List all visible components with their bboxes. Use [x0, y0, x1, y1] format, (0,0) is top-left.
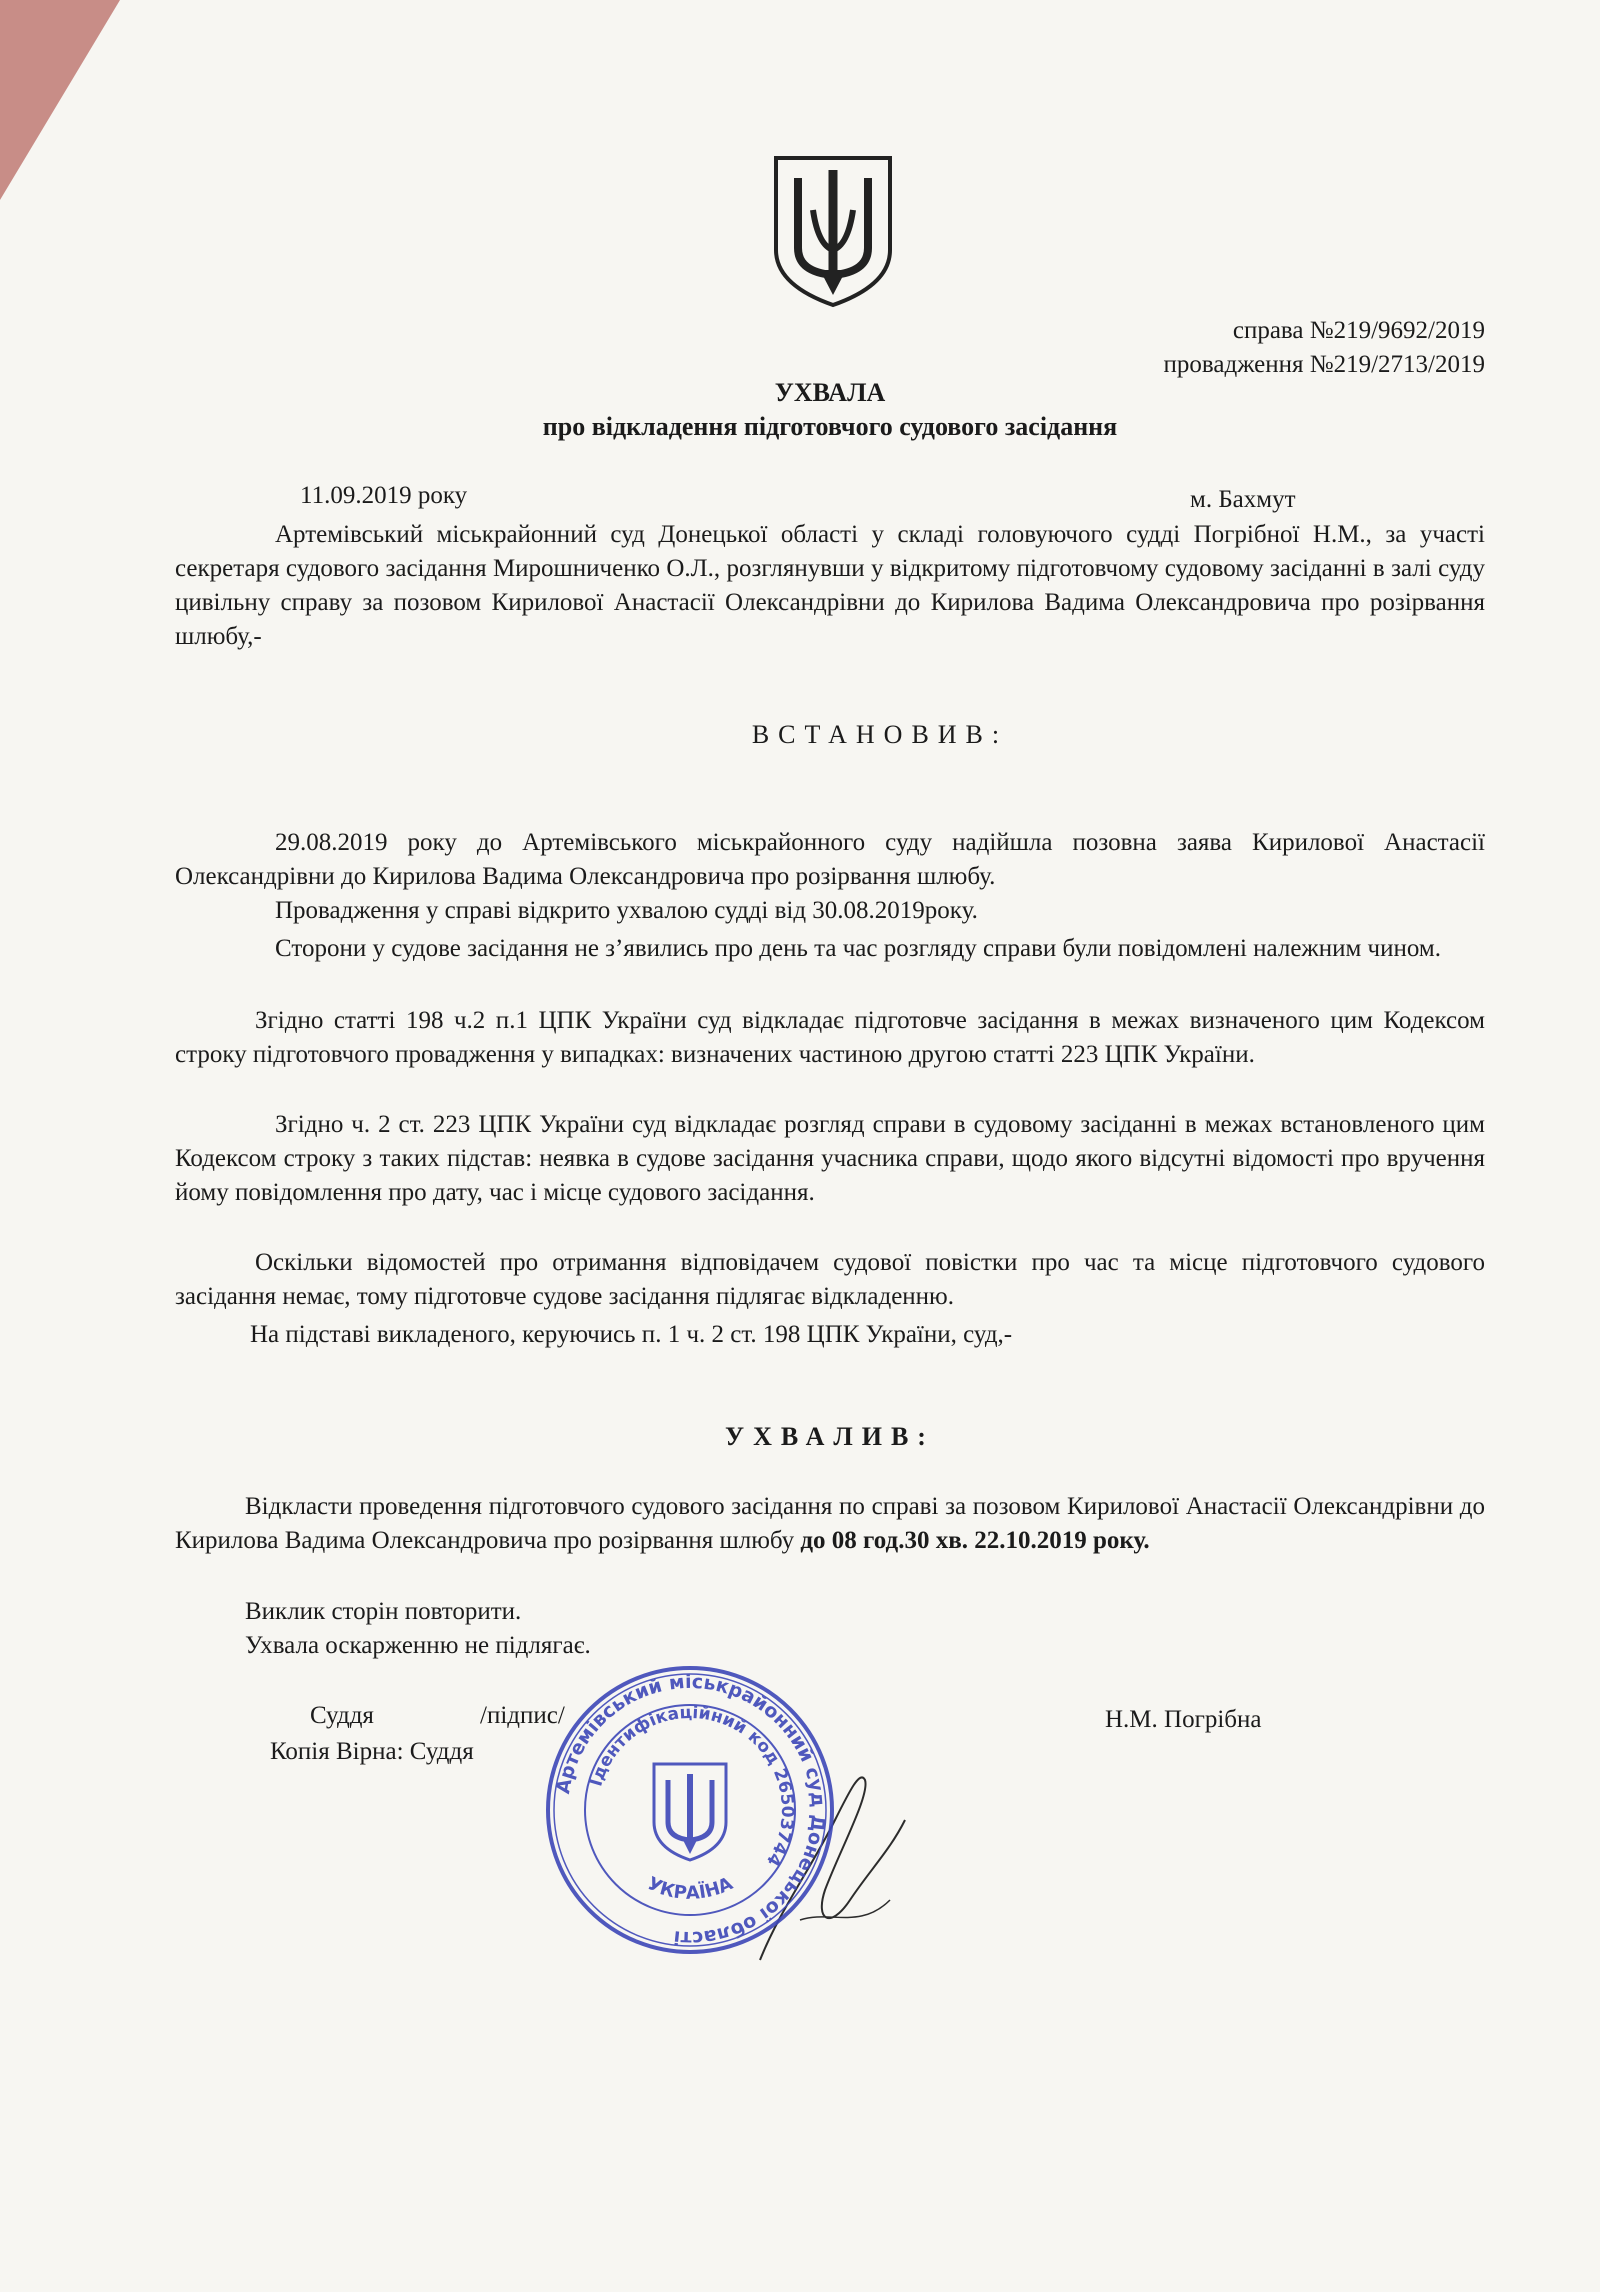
document-city: м. Бахмут — [1190, 486, 1296, 513]
signed-mark: /підпис/ — [480, 1702, 565, 1729]
established-paragraph-6: Оскільки відомостей про отримання відповідачем судової повістки про час та місце підготовчого судового засідання немає, тому підготовче судове засідання підлягає відкладенню. — [175, 1249, 1485, 1310]
proceeding-number: провадження №219/2713/2019 — [1163, 351, 1485, 378]
svg-text:Ідентифікаційний код 26503744: Ідентифікаційний код 26503744 — [586, 1702, 798, 1870]
decision-date: до 08 год.30 хв. 22.10.2019 року. — [800, 1527, 1150, 1554]
established-paragraph-3: Сторони у судове засідання не з’явились про день та час розгляду справи були повідомлені належним чином. — [275, 935, 1441, 962]
svg-text:Артемівський міськрайонний суд: Артемівський міськрайонний суд Донецької області — [552, 1670, 830, 1950]
judge-name: Н.М. Погрібна — [1105, 1706, 1262, 1733]
copy-label: Копія Вірна: Суддя — [270, 1738, 474, 1765]
court-stamp — [540, 1660, 840, 1960]
svg-text:УКРАЇНА: УКРАЇНА — [643, 1873, 737, 1904]
established-paragraph-1: 29.08.2019 року до Артемівського міськрайонного суду надійшла позовна заява Кирилової Анастасії Олександрівни до Кирилова Вадима Олександровича про розірвання шлюбу. — [175, 829, 1485, 890]
coat-of-arms-icon — [768, 150, 898, 310]
established-paragraph-5: Згідно ч. 2 ст. 223 ЦПК України суд відкладає розгляд справи в судовому засіданні в межах встановленого цим Кодексом строку з таких підстав: неявка в судове засідання учасника справи, щодо якого відсутні відомості про вручення йому повідомлення про дату, час і місце судового засідання. — [175, 1111, 1485, 1206]
case-number: справа №219/9692/2019 — [1232, 317, 1485, 344]
established-heading: ВСТАНОВИВ: — [751, 720, 1009, 749]
established-paragraph-7: На підставі викладеного, керуючись п. 1 ч. 2 ст. 198 ЦПК України, суд,- — [250, 1321, 1013, 1348]
document-title: УХВАЛА — [774, 378, 886, 407]
intro-paragraph: Артемівський міськрайонний суд Донецької області у складі головуючого судді Погрібної Н.М., за участі секретаря судового засідання Мирошниченко О.Л., розглянувши у відкритому підготовчому судовому засіданні в залі суду цивільну справу за позовом Кирилової Анастасії Олександрівни до Кирилова Вадима Олександровича про розірвання шлюбу,- — [175, 521, 1485, 650]
page-corner-fold — [0, 0, 120, 200]
decided-heading: УХВАЛИВ: — [725, 1422, 935, 1451]
established-paragraph-2: Провадження у справі відкрито ухвалою судді від 30.08.2019року. — [275, 897, 978, 924]
established-paragraph-4: Згідно статті 198 ч.2 п.1 ЦПК України суд відкладає підготовче засідання в межах визначеного цим Кодексом строку підготовчого провадження у випадках: визначених частиною другою статті 223 ЦПК України. — [175, 1007, 1485, 1068]
stamp-trident-icon — [654, 1764, 726, 1860]
decision-line-3: Ухвала оскарженню не підлягає. — [245, 1632, 591, 1659]
document-subtitle: про відкладення підготовчого судового засідання — [542, 412, 1118, 441]
judge-label: Суддя — [310, 1702, 374, 1729]
document-date: 11.09.2019 року — [300, 482, 468, 509]
decision-line-2: Виклик сторін повторити. — [245, 1598, 522, 1625]
decision-paragraph: Відкласти проведення підготовчого судового засідання по справі за позовом Кирилової Анастасії Олександрівни до Кирилова Вадима Олександровича про розірвання шлюбу до 08 год.30 хв. 22.10.2019 року. — [175, 1493, 1485, 1554]
